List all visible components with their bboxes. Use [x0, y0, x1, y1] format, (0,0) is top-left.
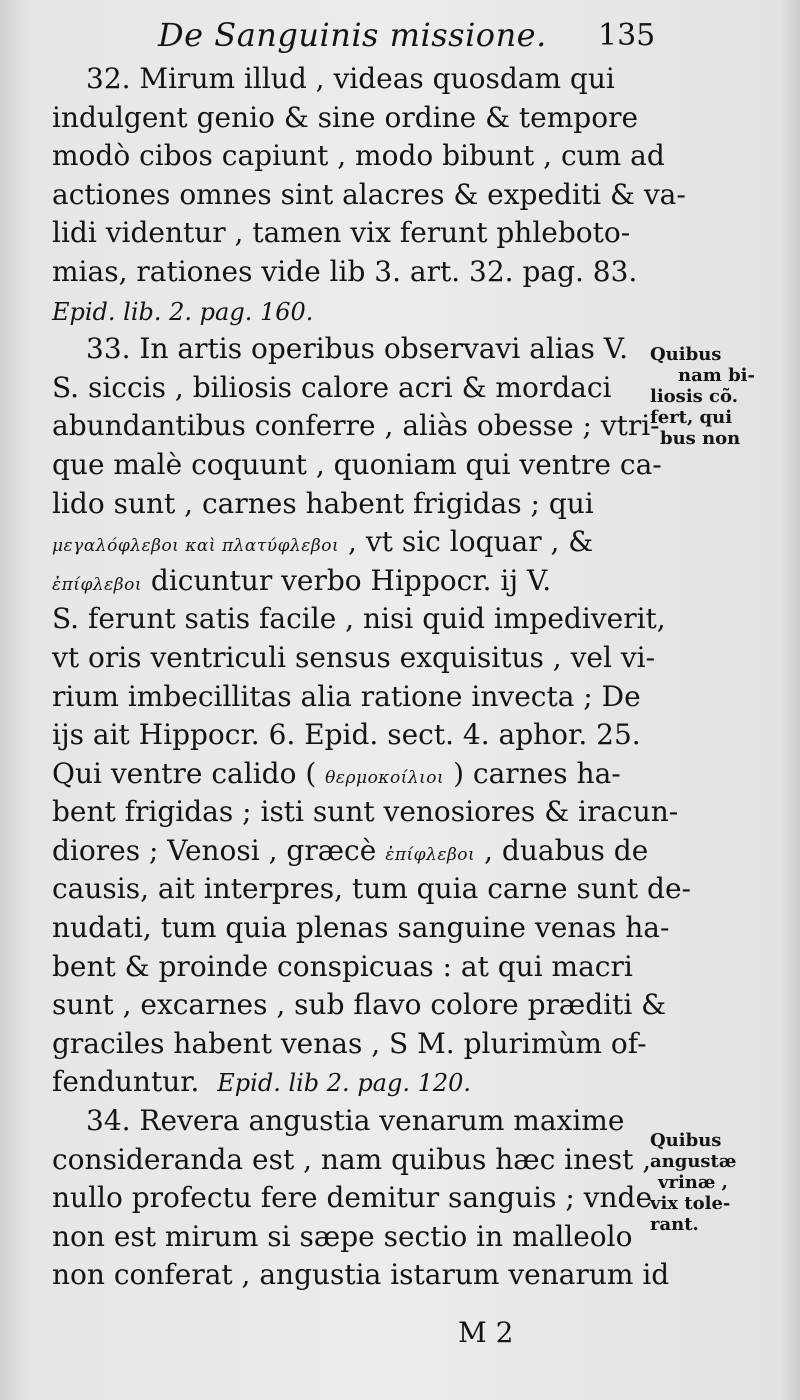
- text-fragment: , vt sic loquar , &: [339, 525, 594, 559]
- text-line: lido sunt , carnes habent frigidas ; qui: [52, 486, 594, 520]
- greek-word: ἐπίφλεβοι: [385, 844, 476, 865]
- margin-note: [650, 1130, 800, 1235]
- text-line: causis, ait interpres, tum quia carne sunt de-: [52, 872, 691, 906]
- text-line: modò cibos capiunt , modo bibunt , cum ad: [52, 139, 665, 173]
- text-line: bent frigidas ; isti sunt venosiores & iracun-: [52, 795, 679, 829]
- margin-note-line: Quibus: [650, 344, 722, 365]
- text-line: vt oris ventriculi sensus exquisitus , vel vi-: [52, 640, 656, 674]
- text-line: rium imbecillitas alia ratione invecta ; De: [52, 679, 641, 713]
- margin-note-line: vrinæ ,: [658, 1172, 728, 1193]
- text-line: graciles habent venas , S M. plurimùm of-: [52, 1026, 647, 1060]
- text-line: 33. In artis operibus observavi alias V.: [86, 332, 628, 366]
- text-line: ijs ait Hippocr. 6. Epid. sect. 4. aphor. 25.: [52, 718, 641, 752]
- text-line: actiones omnes sint alacres & expediti & va-: [52, 177, 686, 211]
- text-line: considerandа est , nam quibus hæc inest ,: [52, 1142, 652, 1176]
- text-line: sunt , excarnes , sub flavo colore præditi &: [52, 988, 667, 1022]
- text-line: [52, 1063, 652, 1102]
- text-line: S. ferunt satis facile , nisi quid impediverit,: [52, 602, 666, 636]
- text-line-greek: [52, 523, 652, 562]
- citation-line: [52, 292, 652, 331]
- page-header: [0, 16, 800, 60]
- text-line-greek: [52, 562, 652, 601]
- text-fragment: dicuntur verbo Hippocr. ij V.: [142, 563, 552, 597]
- text-line: nullo profectu fere demitur sanguis ; vnde: [52, 1181, 653, 1215]
- text-line: indulgent genio & sine ordine & tempore: [52, 100, 639, 134]
- text-fragment: ) carnes ha-: [444, 756, 621, 790]
- text-fragment: fenduntur.: [52, 1065, 200, 1099]
- margin-note-line: vix tole-: [650, 1193, 731, 1214]
- running-head: De Sanguinis missione.: [158, 16, 547, 54]
- margin-note-line: angustæ: [650, 1151, 737, 1172]
- text-line: S. siccis , biliosis calore acri & mordaci: [52, 370, 612, 404]
- page-number: 135: [598, 18, 656, 53]
- margin-note-line: bus non: [660, 428, 741, 449]
- text-line: nudati, tum quia plenas sanguine venas ha-: [52, 911, 670, 945]
- text-line-greek: [52, 832, 652, 871]
- greek-word: μεγαλόφλεβοι καὶ πλατύφλεβοι: [52, 536, 340, 557]
- text-line: mias, rationes vide lib 3. art. 32. pag. 83.: [52, 254, 638, 288]
- text-fragment: Qui ventre calido (: [52, 756, 326, 790]
- margin-note-line: rant.: [650, 1214, 699, 1235]
- text-line: non conferat , angustia istarum venarum id: [52, 1258, 670, 1292]
- text-line: abundantibus conferre , aliàs obesse ; vtri-: [52, 409, 660, 443]
- margin-note-line: liosis cõ.: [650, 386, 738, 407]
- text-line: bent & proinde conspicuas : at qui macri: [52, 949, 633, 983]
- text-line: non est mirum si sæpe sectio in malleolo: [52, 1219, 633, 1253]
- text-fragment: diores ; Venosi , græcè: [52, 833, 386, 867]
- citation: Epid. lib 2. pag. 120.: [217, 1069, 472, 1098]
- signature-mark: M 2: [458, 1316, 514, 1349]
- greek-word: θερμοκοίλιοι: [325, 767, 445, 788]
- text-line: 32. Mirum illud , videas quosdam qui: [86, 62, 615, 95]
- greek-word: ἐπίφλεβοι: [52, 574, 142, 595]
- text-fragment: , duabus de: [475, 833, 649, 867]
- margin-note-line: nam bi-: [678, 365, 755, 386]
- text-line: lidi videntur , tamen vix ferunt phleboto-: [52, 216, 631, 250]
- citation: Epid. lib. 2. pag. 160.: [52, 297, 314, 326]
- text-line-greek: [52, 755, 652, 794]
- text-line: 34. Revera angustia venarum maxime: [86, 1104, 625, 1138]
- margin-note-line: fert, qui: [650, 407, 733, 428]
- text-line: que malè coquunt , quoniam qui ventre ca-: [52, 447, 662, 481]
- margin-note-line: Quibus: [650, 1130, 722, 1151]
- margin-note: [650, 344, 800, 449]
